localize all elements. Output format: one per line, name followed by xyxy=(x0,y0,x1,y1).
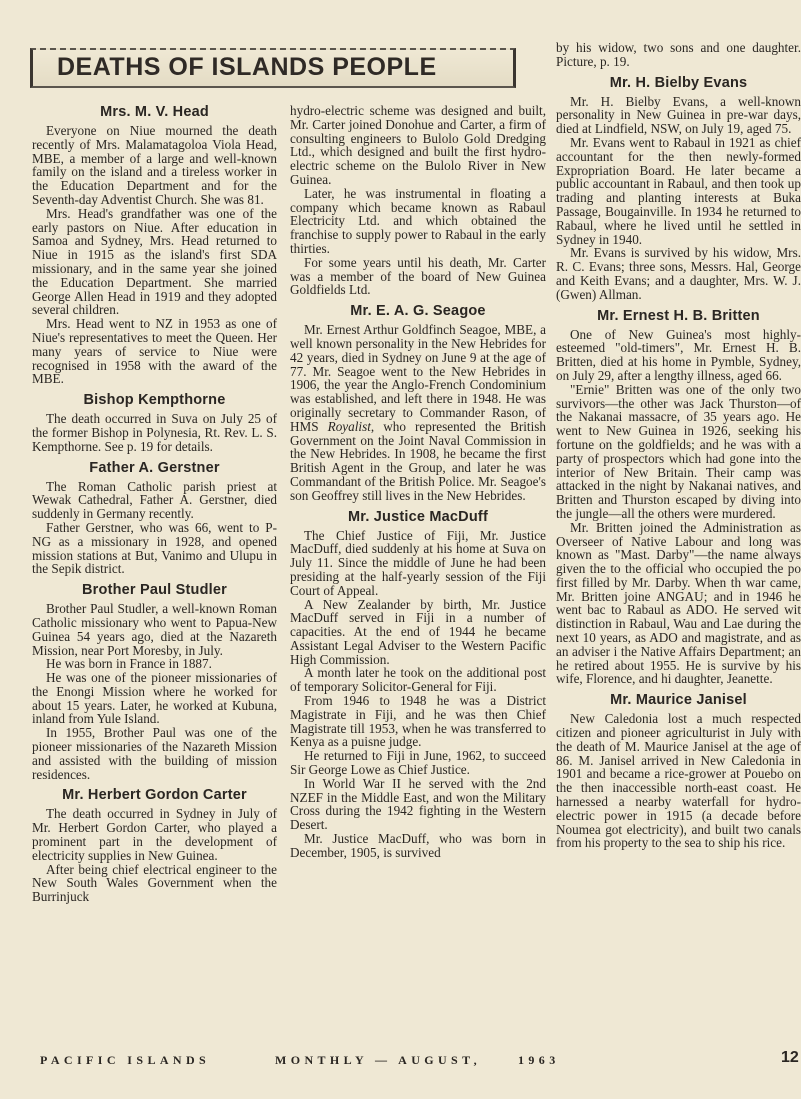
obituary-paragraph: For some years until his death, Mr. Carter was a member of the board of New Guinea Goldfields Ltd. xyxy=(290,254,546,298)
column-3 xyxy=(556,41,801,850)
section-header xyxy=(30,48,516,88)
obituary-paragraph: The death occurred in Sydney in July of Mr. Herbert Gordon Carter, who played a prominent part in the development of electricity supplies in New Guinea. xyxy=(32,806,277,863)
obituary-paragraph: Everyone on Niue mourned the death recently of Mrs. Malamatagoloa Viola Head, MBE, a member of a large and well-known family on the island and a tireless worker in the Education Department and for the Seventh-day Adventist Church. She was 81. xyxy=(32,123,277,207)
footer-publication: PACIFIC ISLANDS xyxy=(40,1053,211,1067)
obituary-paragraph: Mrs. Head's grandfather was one of the early pastors on Niue. After education in Samoa and Sydney, Mrs. Head returned to Niue in 1915 as the island's first SDA missionary, and in the same year she joined the Education Department. She married George Allen Head in 1919 and they adopted several children. xyxy=(32,205,277,318)
obituary-paragraph: After being chief electrical engineer to the New South Wales Government when the Burrinjuck xyxy=(32,861,277,905)
obituary-heading: Bishop Kempthorne xyxy=(83,392,226,409)
obituary-paragraph: He returned to Fiji in June, 1962, to succeed Sir George Lowe as Chief Justice. xyxy=(290,748,546,778)
obituary-paragraph: New Caledonia lost a much respected citizen and pioneer agriculturist in July with the death of M. Maurice Janisel at the age of 86. M. Janisel arrived in New Caledonia in 1901 and became a rice-grower at Pouebo on the then inaccessible north-east coast. He harnessed a nearby waterfall for hydro-electric power in 1915 (a decade before Noumea got electricity), and built two canals from his property to the sea to ship his rice. xyxy=(556,711,801,851)
obituary-heading: Mr. Ernest H. B. Britten xyxy=(597,307,760,324)
obituary-paragraph: The death occurred in Suva on July 25 of the former Bishop in Polynesia, Rt. Rev. L. S. Kempthorne. See p. 19 for details. xyxy=(32,411,277,454)
obituary-heading: Mr. Justice MacDuff xyxy=(348,508,488,525)
obituary-paragraph: Mr. Britten joined the Administration as Overseer of Native Labour and long was known as "Mast. Darby"—the name always given the to the official who occupied the po first filled by Mr. Darby. When th war came, Mr. Britten joine ANGAU; and in 1946 he went bac to Rabaul as ADO. He served wit distinction in Rabaul, Wau and Lae during the next 10 years, as ADO and magistrate, and as an adviser i the Native Affairs Department; an he retired about 1955. He is survive by his wife, Florence, and hi daughter, Jeanette. xyxy=(556,519,801,687)
obituary-paragraph: From 1946 to 1948 he was a District Magistrate in Fiji, and he was then Chief Magistrate till 1953, when he was transferred to Kenya as a puisne judge. xyxy=(290,693,546,750)
obituary-heading: Mr. Herbert Gordon Carter xyxy=(62,787,247,804)
obituary-paragraph: He was one of the pioneer missionaries of the Enongi Mission where he worked for about 15 years. Later, he worked at Kubuna, inland from Yule Island. xyxy=(32,670,277,727)
obituary-heading: Mr. H. Bielby Evans xyxy=(609,74,748,91)
obituary-paragraph: The Roman Catholic parish priest at Wewak Cathedral, Father A. Gerstner, died suddenly in Germany recently. xyxy=(32,478,277,522)
obituary-heading: Mrs. M. V. Head xyxy=(100,104,209,120)
obituary-heading: Mr. Maurice Janisel xyxy=(610,692,747,709)
footer-issue: MONTHLY — AUGUST, xyxy=(275,1053,482,1067)
obituary-paragraph: He was born in France in 1887. xyxy=(46,656,212,672)
continued-paragraph: hydro-electric scheme was designed and built, Mr. Carter joined Donohue and Carter, a firm of consulting engineers to Bulolo Gold Dredging Ltd., which designed and built the first hydro-electric scheme on the Bulolo River in New Guinea. xyxy=(290,103,546,187)
obituary-paragraph: Mr. Justice MacDuff, who was born in December, 1905, is survived xyxy=(290,831,546,860)
obituary-paragraph: A month later he took on the additional post of temporary Solicitor-General for Fiji. xyxy=(290,665,546,695)
footer-year: 1963 xyxy=(518,1053,560,1067)
section-title: DEATHS OF ISLANDS PEOPLE xyxy=(57,53,437,81)
obituary-paragraph: The Chief Justice of Fiji, Mr. Justice MacDuff, died suddenly at his home at Suva on July 11. Since the middle of June he had been presiding at the half-yearly session of the Fiji Court of Appeal. xyxy=(290,527,546,598)
obituary-paragraph: Later, he was instrumental in floating a company which became known as Rabaul Electricity Ltd. and which obtained the franchise to supply power to Rabaul in the early thirties. xyxy=(290,185,546,256)
obituary-paragraph: Brother Paul Studler, a well-known Roman Catholic missionary who went to Papua-New Guinea 54 years ago, died at the Nazareth Mission, near Port Moresby, in July. xyxy=(32,601,277,658)
obituary-paragraph: In 1955, Brother Paul was one of the pioneer missionaries of the Nazareth Mission and assisted with the building of mission residences. xyxy=(32,725,277,782)
obituary-paragraph: Mr. H. Bielby Evans, a well-known personality in New Guinea in pre-war days, died at Lindfield, NSW, on July 19, aged 75. xyxy=(556,93,801,137)
ship-name: Royalist xyxy=(327,418,371,434)
obituary-paragraph: Mr. Ernest Arthur Goldfinch Seagoe, MBE, a well known personality in the New Hebrides for 42 years, died in Sydney on June 9 at the age of 77. Mr. Seagoe went to the New Hebrides in 1906, the year the Anglo-French Condominium was established, and left there in 1948. He was originally secretary to Commander Rason, of HMS Royalist, who represented the British Government on the Joint Naval Commission in the New Hebrides. In 1908, he became the first British Agent in the Group, and later he was Commandant of the British Police. Mr. Seagoe's son Geoffrey still lives in the New Hebrides. xyxy=(290,322,546,503)
page-number: 12 xyxy=(781,1049,799,1066)
obituary-paragraph: In World War II he served with the 2nd NZEF in the Middle East, and won the Military Cross during the 1942 fighting in the Western Desert. xyxy=(290,775,546,833)
continued-paragraph: by his widow, two sons and one daughter. Picture, p. 19. xyxy=(556,41,801,69)
obituary-heading: Brother Paul Studler xyxy=(82,582,227,599)
obituary-paragraph: Father Gerstner, who was 66, went to P-NG as a missionary in 1928, and opened mission stations at But, Vanimo and Ulupu in the Sepik district. xyxy=(32,519,277,577)
obituary-paragraph: Mr. Evans went to Rabaul in 1921 as chief accountant for the then newly-formed Expropriation Board. He later became a public accountant in Rabaul, and then took up trading and planting interests at Buka Passage, Bougainville. In 1934 he returned to Rabaul, where he lived until he settled in Sydney in 1940. xyxy=(556,134,801,247)
obituary-paragraph: One of New Guinea's most highly-esteemed "old-timers", Mr. Ernest H. B. Britten, died at his home in Pymble, Sydney, on July 29, after a lengthy illness, aged 66. xyxy=(556,326,801,383)
obituary-paragraph: Mrs. Head went to NZ in 1953 as one of Niue's representatives to meet the Queen. Her many years of service to Niue were recognised in 1958 with the award of the MBE. xyxy=(32,316,277,387)
column-1 xyxy=(32,104,277,904)
obituary-heading: Mr. E. A. G. Seagoe xyxy=(350,303,486,320)
obituary-paragraph: "Ernie" Britten was one of the only two survivors—the other was Jack Thurston—of the Nakanai massacre, of 35 years ago. He went to New Guinea in 1926, seeking his fortune on the goldfields; and he was with a party of prospectors which had gone into the interior of New Britain. Their camp was attacked in the night by Nakanai natives, and Britten and Thurston escaped by diving into the jungle—all the others were murdered. xyxy=(556,381,801,521)
obituary-paragraph: Mr. Evans is survived by his widow, Mrs. R. C. Evans; three sons, Messrs. Hal, George and Keith Evans; and a daughter, Mrs. W. J. (Gwen) Allman. xyxy=(556,245,801,302)
obituary-heading: Father A. Gerstner xyxy=(89,459,220,476)
column-2 xyxy=(290,104,546,860)
obituary-paragraph: A New Zealander by birth, Mr. Justice MacDuff served in Fiji in a number of capacities. At the end of 1944 he became Assistant Legal Adviser to the Western Pacific High Commission. xyxy=(290,596,546,667)
